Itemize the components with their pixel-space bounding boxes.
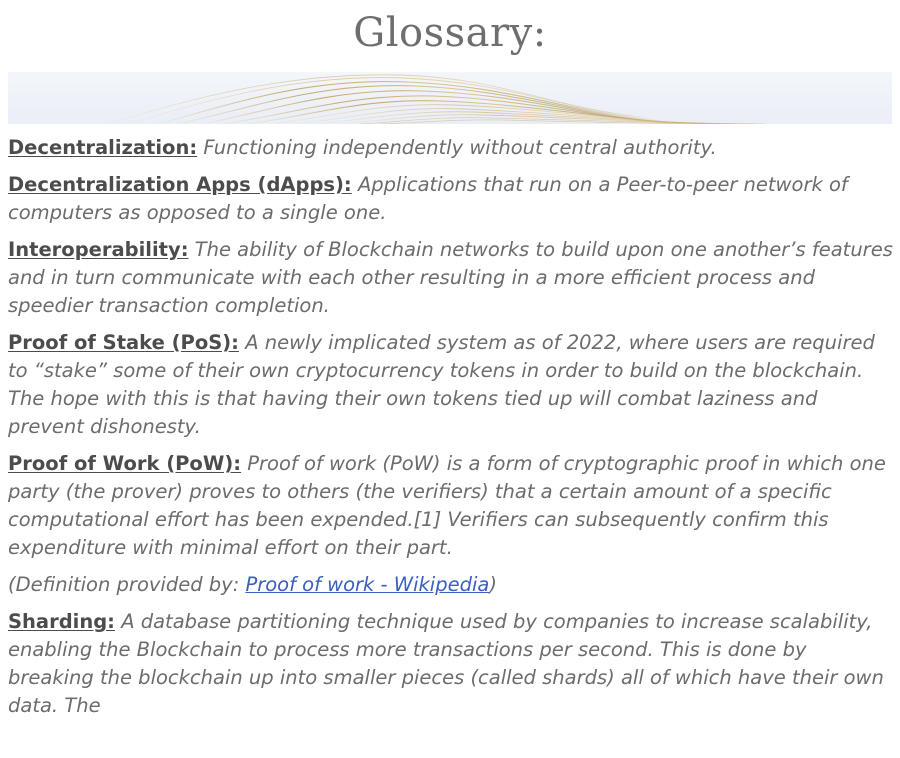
glossary-entry	[8, 608, 896, 720]
glossary-definition: Proof of work (PoW) is a form of cryptographic proof in which one party (the prover) proves to others (the verifiers) that a certain amount of a specific computational effort has been expended.[1] Verifiers can subsequently confirm this expenditure with minimal effort on their part.	[8, 452, 886, 559]
glossary-definition: A database partitioning technique used by companies to increase scalability, enabling the Blockchain to process more transactions per second. This is done by breaking the blockchain up into smaller pieces (called shards) all of which have their own data. The	[8, 610, 884, 717]
glossary-definition: A newly implicated system as of 2022, where users are required to “stake” some of their own cryptocurrency tokens in order to build on the blockchain. The hope with this is that having their own tokens tied up will combat laziness and prevent dishonesty.	[8, 331, 875, 438]
wikipedia-link[interactable]: Proof of work - Wikipedia	[245, 573, 490, 596]
glossary-definition: Applications that run on a Peer-to-peer network of computers as opposed to a single one.	[8, 173, 848, 224]
glossary-definition: The ability of Blockchain networks to build upon one another’s features and in turn communicate with each other resulting in a more efficient process and speedier transaction completion.	[8, 238, 893, 317]
glossary-definition: Functioning independently without central authority.	[203, 136, 717, 159]
page-title: Glossary:	[353, 10, 547, 56]
decorative-gold-smoke-banner	[8, 72, 892, 124]
credit-suffix: )	[489, 573, 497, 596]
glossary-term: Proof of Stake (PoS):	[8, 331, 239, 354]
glossary-entry	[8, 171, 896, 227]
glossary-term: Proof of Work (PoW):	[8, 452, 242, 475]
glossary-entry	[8, 450, 896, 562]
glossary-entry	[8, 329, 896, 441]
glossary-entry	[8, 236, 896, 320]
glossary-entries	[0, 124, 900, 720]
credit-prefix: (Definition provided by:	[8, 573, 246, 596]
glossary-term: Decentralization:	[8, 136, 198, 159]
glossary-term: Decentralization Apps (dApps):	[8, 173, 352, 196]
glossary-term: Interoperability:	[8, 238, 189, 261]
definition-credit	[8, 571, 896, 599]
glossary-entry	[8, 134, 896, 162]
glossary-term: Sharding:	[8, 610, 115, 633]
